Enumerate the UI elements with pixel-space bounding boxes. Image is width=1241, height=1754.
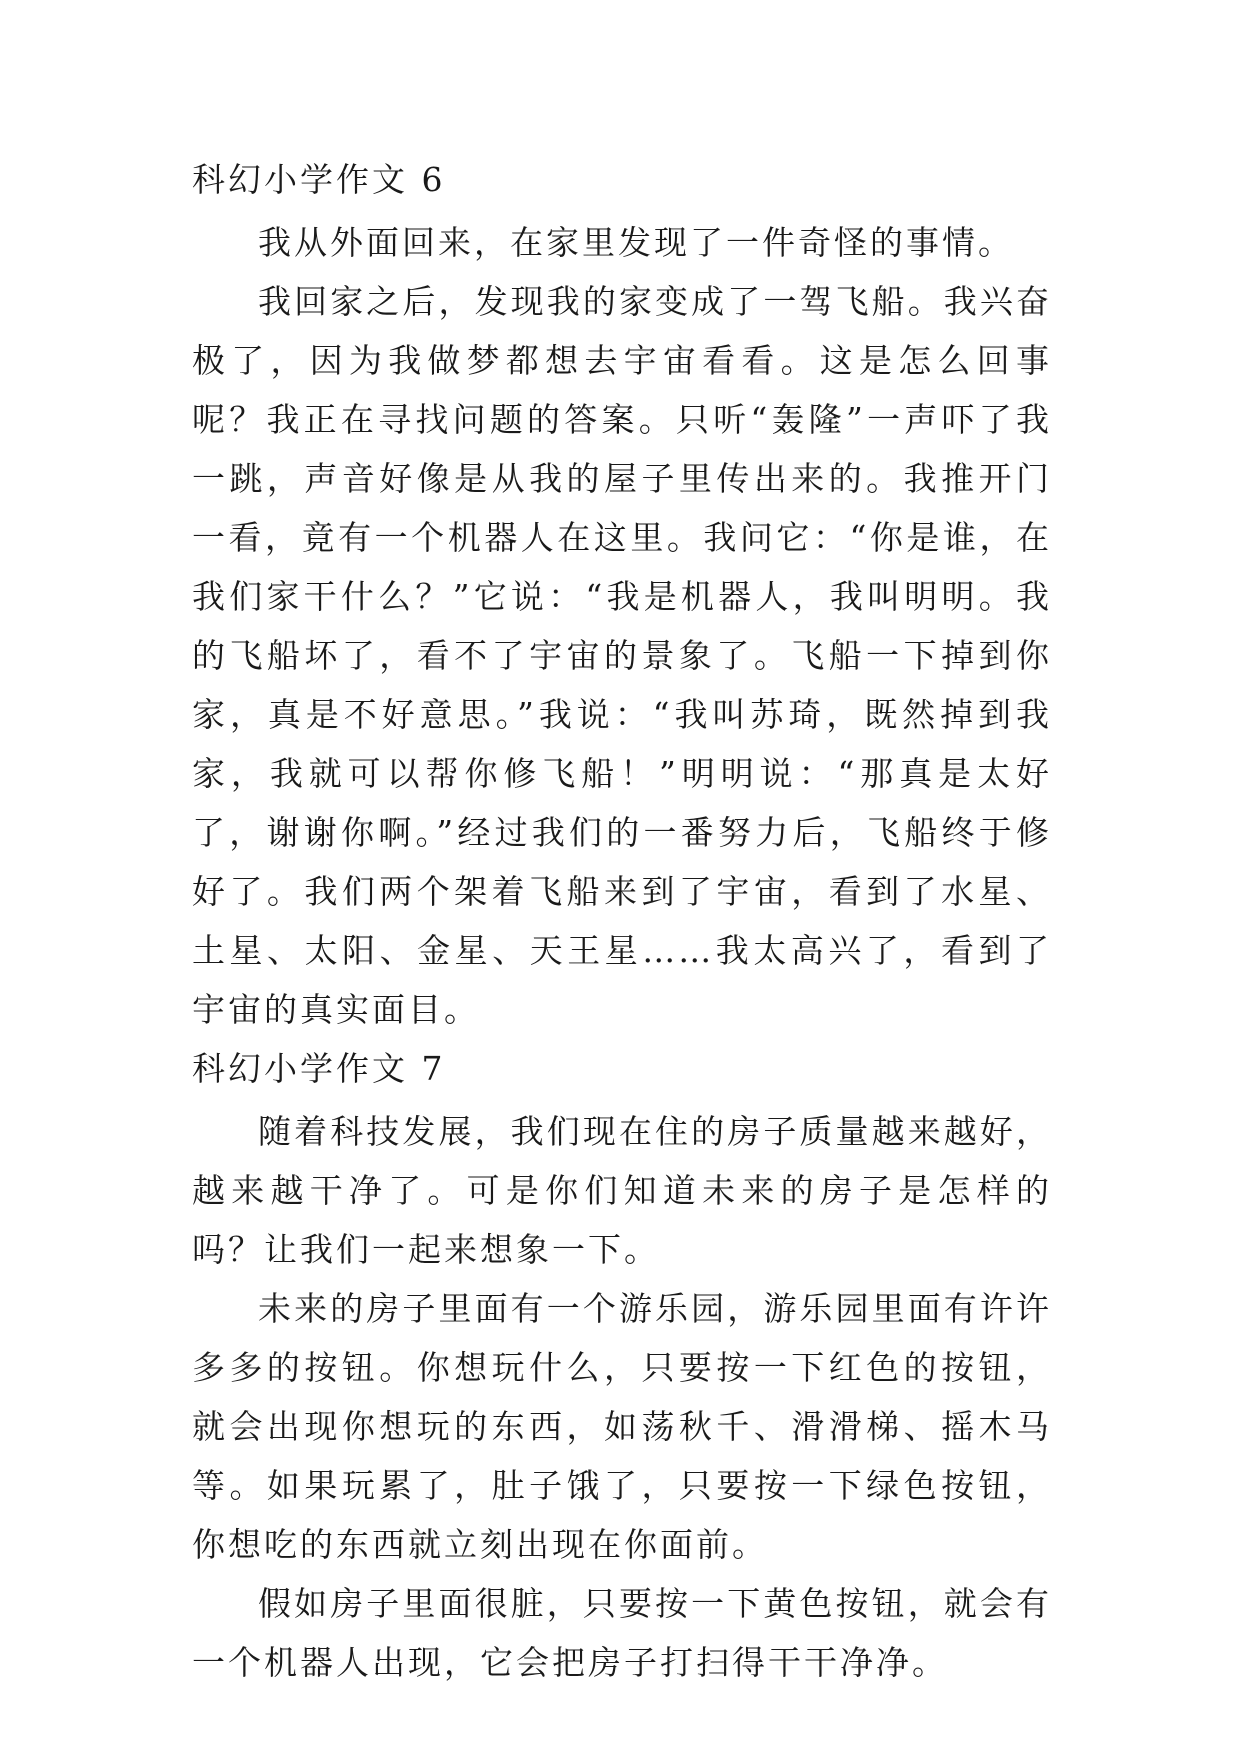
paragraph: 未来的房子里面有一个游乐园，游乐园里面有许许多多的按钮。你想玩什么，只要按一下红色的按钮，就会出现你想玩的东西，如荡秋千、滑滑梯、摇木马等。如果玩累了，肚子饿了，只要按一下绿色按钮，你想吃的东西就立刻出现在你面前。 (192, 1289, 1052, 1564)
essay-section-6 (192, 150, 1052, 1039)
section-title: 科幻小学作文 6 (192, 160, 446, 199)
paragraph: 随着科技发展，我们现在住的房子质量越来越好，越来越干净了。可是你们知道未来的房子是怎样的吗？让我们一起来想象一下。 (192, 1112, 1052, 1269)
document-page (192, 150, 1052, 1692)
essay-section-7 (192, 1039, 1052, 1692)
paragraph: 假如房子里面很脏，只要按一下黄色按钮，就会有一个机器人出现，它会把房子打扫得干干净净。 (192, 1584, 1052, 1682)
section-title: 科幻小学作文 7 (192, 1049, 446, 1088)
paragraph: 我从外面回来，在家里发现了一件奇怪的事情。 (258, 223, 1014, 262)
paragraph: 我回家之后，发现我的家变成了一驾飞船。我兴奋极了，因为我做梦都想去宇宙看看。这是怎么回事呢？我正在寻找问题的答案。只听“轰隆”一声吓了我一跳，声音好像是从我的屋子里传出来的。我推开门一看，竟有一个机器人在这里。我问它：“你是谁，在我们家干什么？”它说：“我是机器人，我叫明明。我的飞船坏了，看不了宇宙的景象了。飞船一下掉到你家，真是不好意思。”我说：“我叫苏琦，既然掉到我家，我就可以帮你修飞船！”明明说：“那真是太好了，谢谢你啊。”经过我们的一番努力后，飞船终于修好了。我们两个架着飞船来到了宇宙，看到了水星、土星、太阳、金星、天王星……我太高兴了，看到了宇宙的真实面目。 (192, 282, 1052, 1029)
